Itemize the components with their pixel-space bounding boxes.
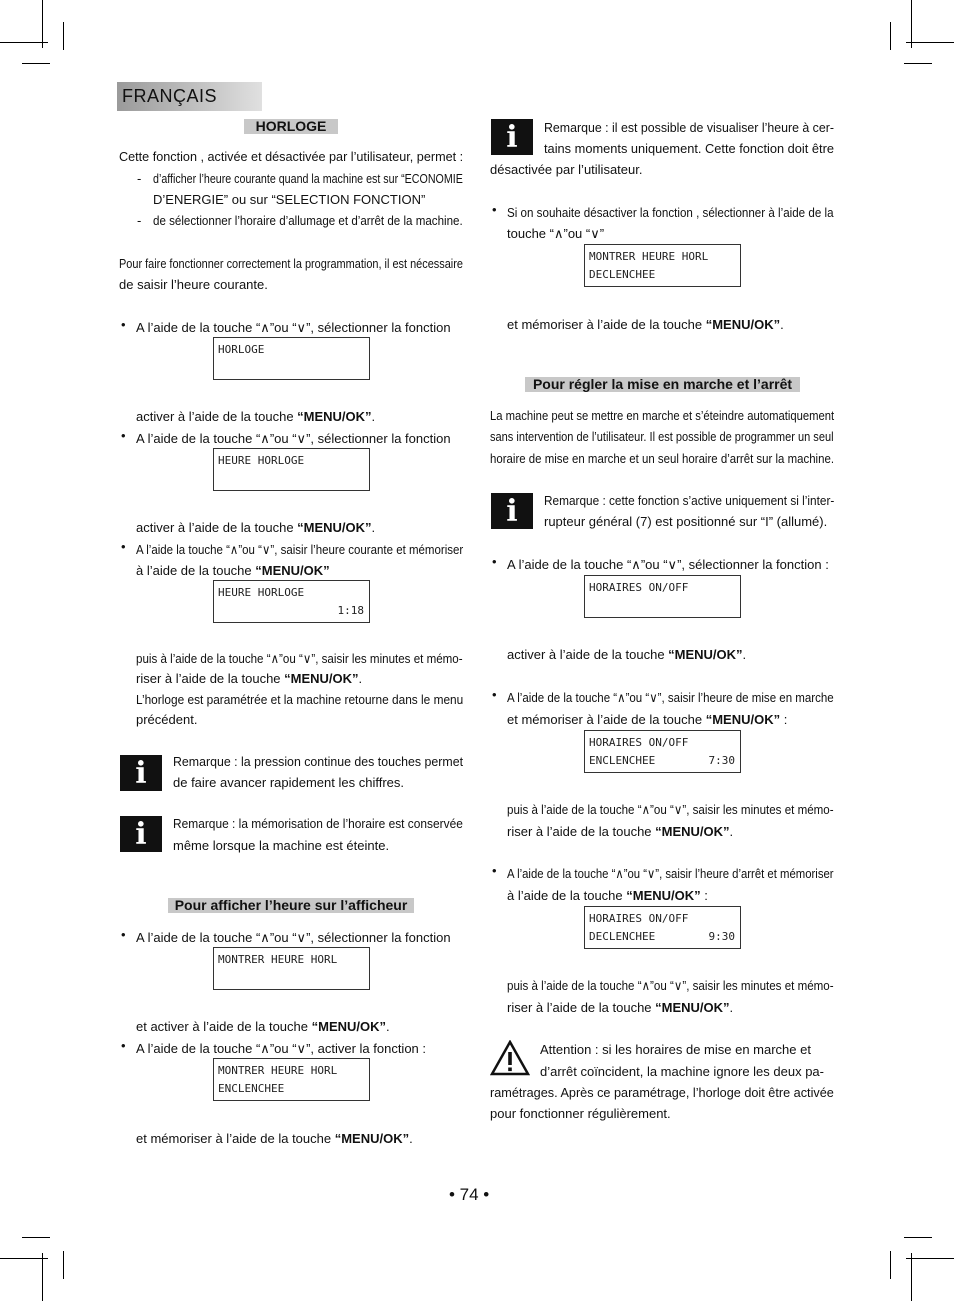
crop-mark (22, 63, 50, 64)
info-icon: i (491, 119, 533, 155)
step-9-cont: à l’aide de la touche “MENU/OK” : (507, 888, 708, 903)
crop-mark (906, 42, 954, 43)
lcd-display-horaires-declenchee: HORAIRES ON/OFF DECLENCHEE 9:30 (584, 906, 741, 949)
dash-item-1: d’afficher l’heure courante quand la machine est sur “ECONOMIE (153, 171, 463, 186)
warning-text-end: pour fonctionner régulièrement. (490, 1106, 671, 1121)
memorize-6: et mémoriser à l’aide de la touche “MENU/OK”. (507, 317, 784, 332)
lcd-display-montrer: MONTRER HEURE HORL (213, 947, 370, 990)
step-9: A l’aide de la touche “∧”ou “∨”, saisir l’heure d’arrêt et mémoriser (507, 866, 834, 881)
bullet: • (121, 317, 126, 332)
then-text-1-result: L’horloge est paramétrée et la machine retourne dans le menu (136, 692, 464, 707)
lcd-display-horaires-enclenchee: HORAIRES ON/OFF ENCLENCHEE 7:30 (584, 730, 741, 773)
warning-text-cont2: ramétrages. Après ce paramétrage, l’horloge doit être activée (490, 1085, 834, 1100)
lcd-display-horloge: HORLOGE (213, 337, 370, 380)
crop-mark (63, 22, 64, 50)
note-4-cont: rupteur général (7) est positionné sur “I” (allumé). (544, 514, 828, 529)
crop-mark (906, 1258, 954, 1259)
lcd-display-heure-horloge: HEURE HORLOGE (213, 448, 370, 491)
info-icon: i (491, 493, 533, 529)
then-text-9: puis à l’aide de la touche “∧”ou “∨”, saisir les minutes et mémo- (507, 978, 834, 993)
then-text-1-result-cont: précédent. (136, 712, 198, 727)
section-title-horloge: HORLOGE (244, 119, 338, 134)
lcd-display-montrer-declenchee: MONTRER HEURE HORL DECLENCHEE (584, 244, 741, 287)
bullet: • (121, 1038, 126, 1053)
then-text-1: puis à l’aide de la touche “∧”ou “∨”, saisir les minutes et mémo- (136, 651, 463, 666)
step-1: A l’aide de la touche “∧”ou “∨”, sélectionner la fonction (136, 320, 451, 335)
prog-text: Pour faire fonctionner correctement la programmation, il est nécessaire (119, 256, 463, 271)
activate-7: activer à l’aide de la touche “MENU/OK”. (507, 647, 747, 662)
step-8-cont: et mémoriser à l’aide de la touche “MENU/OK” : (507, 712, 788, 727)
crop-mark (63, 1251, 64, 1279)
bullet: • (121, 539, 126, 554)
language-tab (117, 82, 262, 111)
crop-mark (0, 42, 48, 43)
memorize-5: et mémoriser à l’aide de la touche “MENU/OK”. (136, 1131, 413, 1146)
crop-mark (890, 1251, 891, 1279)
dash-marker: - (137, 213, 142, 228)
crop-mark (904, 1237, 932, 1238)
step-6-cont: touche “∧”ou “∨” (507, 226, 605, 241)
step-8: A l’aide de la touche “∧”ou “∨”, saisir l’heure de mise en marche (507, 690, 834, 705)
crop-mark (42, 1253, 43, 1301)
crop-mark (22, 1237, 50, 1238)
crop-mark (890, 22, 891, 50)
note-3-cont: tains moments uniquement. Cette fonction doit être (544, 141, 834, 156)
info-icon: i (120, 755, 162, 791)
crop-mark (911, 0, 912, 48)
step-7: A l’aide de la touche “∧”ou “∨”, sélectionner la fonction : (507, 557, 829, 572)
paragraph: La machine peut se mettre en marche et s’éteindre automatiquement (490, 408, 835, 423)
note-2-cont: même lorsque la machine est éteinte. (173, 838, 390, 853)
info-icon: i (120, 816, 162, 852)
crop-mark (904, 63, 932, 64)
bullet: • (121, 927, 126, 942)
bullet: • (492, 687, 497, 702)
lcd-display-montrer-enclenchee: MONTRER HEURE HORL ENCLENCHEE (213, 1058, 370, 1101)
intro-text: Cette fonction , activée et désactivée par l’utilisateur, permet : (119, 149, 464, 164)
bullet: • (492, 202, 497, 217)
bullet: • (492, 863, 497, 878)
dash-marker: - (137, 171, 142, 186)
lcd-display-heure-horloge-time: HEURE HORLOGE 1:18 (213, 580, 370, 623)
warning-text: Attention : si les horaires de mise en marche et (540, 1042, 811, 1057)
note-4: Remarque : cette fonction s’active uniquement si l’inter- (544, 493, 835, 508)
page-number: • 74 • (449, 1185, 490, 1204)
lcd-display-horaires: HORAIRES ON/OFF (584, 575, 741, 618)
note-1-cont: de faire avancer rapidement les chiffres. (173, 775, 404, 790)
dash-item-2: de sélectionner l’horaire d’allumage et d’arrêt de la machine. (153, 213, 463, 228)
note-2: Remarque : la mémorisation de l’horaire est conservée (173, 816, 463, 831)
step-4: A l’aide de la touche “∧”ou “∨”, sélectionner la fonction (136, 930, 451, 945)
warning-text-cont: d’arrêt coïncident, la machine ignore les deux pa- (540, 1064, 824, 1079)
then-text-8-cont: riser à l’aide de la touche “MENU/OK”. (507, 824, 734, 839)
note-3: Remarque : il est possible de visualiser l’heure à cer- (544, 120, 834, 135)
crop-mark (0, 1258, 48, 1259)
paragraph-cont: sans intervention de l’utilisateur. Il est possible de programmer un seul (490, 429, 834, 444)
dash-item-1-cont: D’ENERGIE” ou sur “SELECTION FONCTION” (153, 192, 426, 207)
step-3: A l’aide la touche “∧”ou “∨”, saisir l’heure courante et mémoriser (136, 542, 464, 557)
crop-mark (911, 1253, 912, 1301)
bullet: • (492, 554, 497, 569)
activate-2: activer à l’aide de la touche “MENU/OK”. (136, 520, 376, 535)
note-3-end: désactivée par l’utilisateur. (490, 162, 643, 177)
crop-mark (42, 0, 43, 48)
step-3-cont: à l’aide de la touche “MENU/OK” (136, 563, 330, 578)
warning-icon (490, 1040, 530, 1076)
then-text-9-cont: riser à l’aide de la touche “MENU/OK”. (507, 1000, 734, 1015)
step-5: A l’aide de la touche “∧”ou “∨”, activer la fonction : (136, 1041, 427, 1056)
activate-1: activer à l’aide de la touche “MENU/OK”. (136, 409, 376, 424)
prog-text-cont: de saisir l’heure courante. (119, 277, 268, 292)
activate-4: et activer à l’aide de la touche “MENU/OK”. (136, 1019, 390, 1034)
section-title-marche-arret: Pour régler la mise en marche et l’arrêt (525, 377, 800, 392)
language-label: FRANÇAIS (122, 86, 218, 106)
section-title-afficher: Pour afficher l’heure sur l’afficheur (168, 898, 414, 913)
step-6: Si on souhaite désactiver la fonction , sélectionner à l’aide de la (507, 205, 834, 220)
then-text-8: puis à l’aide de la touche “∧”ou “∨”, saisir les minutes et mémo- (507, 802, 834, 817)
bullet: • (121, 428, 126, 443)
note-1: Remarque : la pression continue des touches permet (173, 754, 464, 769)
step-2: A l’aide de la touche “∧”ou “∨”, sélectionner la fonction (136, 431, 451, 446)
paragraph-end: horaire de mise en marche et un seul horaire d’arrêt sur la machine. (490, 451, 835, 466)
then-text-1-cont: riser à l’aide de la touche “MENU/OK”. (136, 671, 363, 686)
